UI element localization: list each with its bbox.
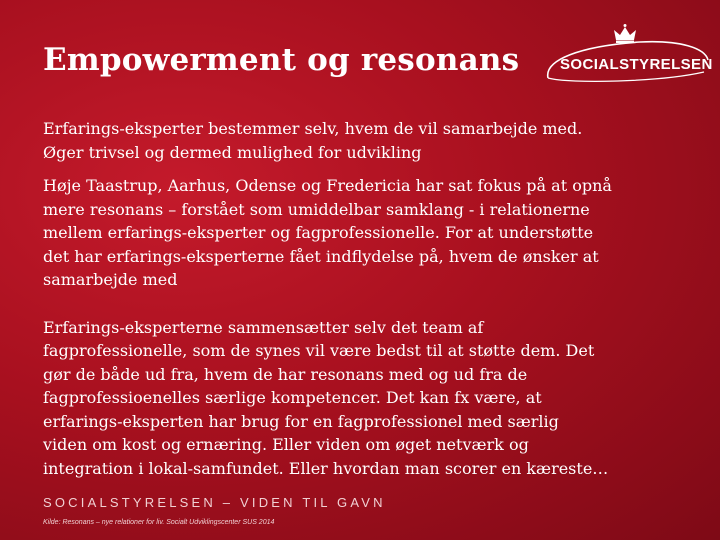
paragraph-team: Erfarings-eksperterne sammensætter selv det team af fagprofessionelle, som de synes vil være bedst til at støtte dem. Det gør de både ud fra, hvem de har resonans med og ud fra de fagprofessioenelles særlige kompetencer. Det kan fx være, at erfarings-eksperten har brug for en fagprofessionel med særlig viden om kost og ernæring. Eller viden om øget netværk og integration i lokal-samfundet. Eller hvordan man scorer en kæreste… xyxy=(43,317,609,478)
slide-title: Empowerment og resonans xyxy=(43,42,520,78)
paragraph-intro: Erfarings-eksperter bestemmer selv, hvem de vil samarbejde med. Øger trivsel og dermed mulighed for udvikling xyxy=(43,119,583,162)
source-note: Kilde: Resonans – nye relationer for liv. Socialt Udviklingscenter SUS 2014 xyxy=(43,519,275,526)
logo-text: SOCIALSTYRELSEN xyxy=(560,56,713,73)
slide-body xyxy=(43,117,683,480)
paragraph-municipalities: Høje Taastrup, Aarhus, Odense og Fredericia har sat fokus på at opnå mere resonans – forstået som umiddelbar samklang - i relationerne mellem erfarings-eksperter og fagprofessionelle. For at understøtte det har erfarings-eksperterne fået indflydelse på, hvem de ønsker at samarbejde med xyxy=(43,176,612,289)
crown-icon xyxy=(614,24,636,43)
footer-tagline: SOCIALSTYRELSEN – VIDEN TIL GAVN xyxy=(43,495,386,510)
logo-swoosh xyxy=(540,22,712,88)
socialstyrelsen-logo xyxy=(540,22,712,88)
